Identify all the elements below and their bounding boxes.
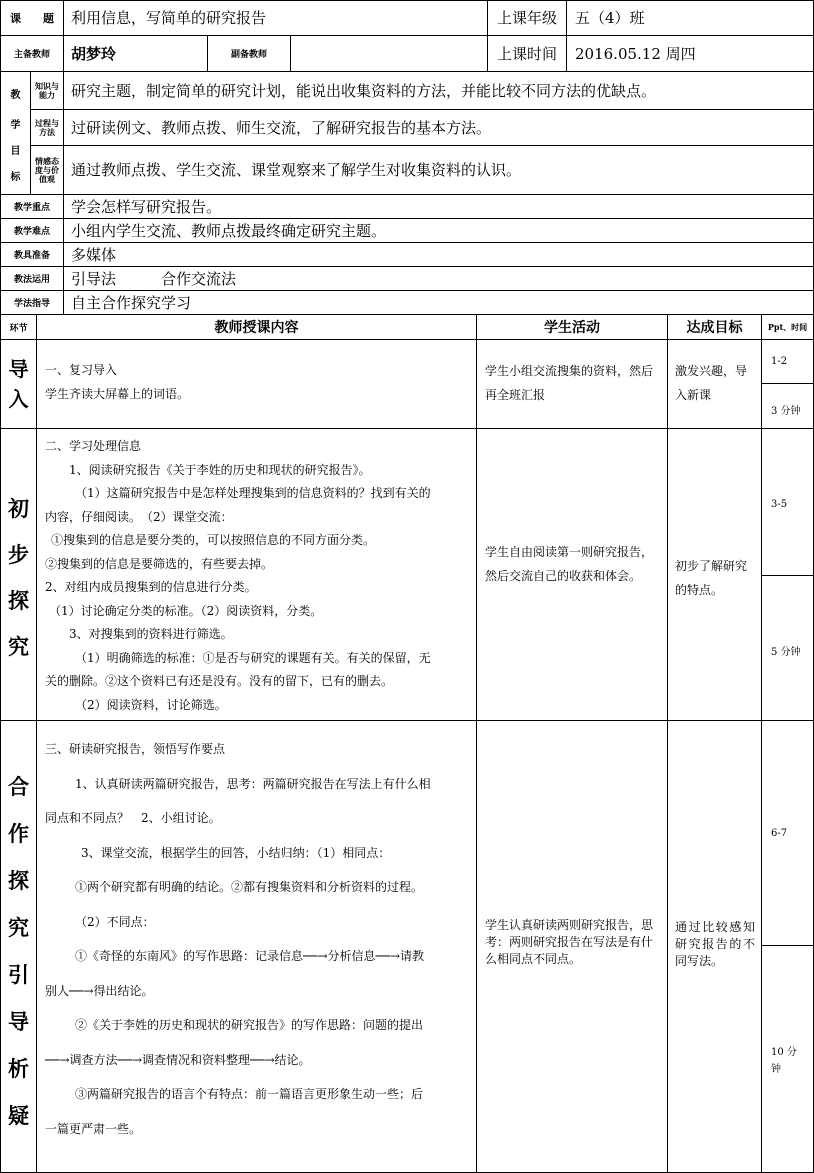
study-guide-text: 自主合作探究学习 [63, 290, 814, 315]
method-label: 教法运用 [0, 266, 64, 291]
stage-explore-goal: 初步了解研究的特点。 [667, 428, 762, 721]
key-point-text: 学会怎样写研究报告。 [63, 194, 814, 219]
key-point-label: 教学重点 [0, 194, 64, 219]
tools-text: 多媒体 [63, 242, 814, 267]
stage-intro-time: 3 分钟 [761, 383, 814, 429]
goal-knowledge-text: 研究主题，制定简单的研究计划，能说出收集资料的方法，并能比较不同方法的优缺点。 [63, 71, 814, 110]
stage-intro-name: 导入 [0, 339, 37, 429]
grade-label: 上课年级 [487, 0, 567, 36]
difficulty-text: 小组内学生交流、教师点拨最终确定研究主题。 [63, 218, 814, 243]
stage-cooperate-name: 合作探究引导析疑 [0, 720, 37, 1173]
stage-cooperate-student: 学生认真研读两则研究报告，思考：两则研究报告在写法是有什么相同点不同点。 [476, 720, 668, 1173]
stage-intro-teacher: 一、复习导入 学生齐读大屏幕上的词语。 [36, 339, 477, 429]
stage-cooperate-time: 10 分钟 [761, 945, 814, 1173]
stage-explore-teacher: 二、学习处理信息 1、阅读研究报告《关于李姓的历史和现状的研究报告》。 （1）这篇研究报告中是怎样处理搜集到的信息资料的？找到有关的 内容，仔细阅读。 （2）课堂交流： ①搜集到的信息是要分类的，可以按照信息的不同方面分类。 ②搜集到的信息是要筛选的，有些要去掉。 2、对组内成员搜集到的信息进行分类。 （1）讨论确定分类的标准。（2）阅读资料，分类。 3、对搜集到的资料进行筛选。 （1）明确筛选的标准：①是否与研究的课题有关。有关的保留，无 关的删除。②这个资料已有还是没有。没有的留下，已有的删去。 （2）阅读资料，讨论筛选。 [36, 428, 477, 721]
time-label: 上课时间 [487, 35, 567, 72]
stage-cooperate-teacher: 三、研读研究报告，领悟写作要点 1、认真研读两篇研究报告，思考：两篇研究报告在写法上有什么相 同点和不同点？ 2、小组讨论。 3、课堂交流，根据学生的回答，小结归纳：（1）相同点： ①两个研究都有明确的结论。②都有搜集资料和分析资料的过程。 （2）不同点： ①《奇怪的东南风》的写作思路：记录信息──→分析信息──→请教 别人──→得出结论。 ②《关于李姓的历史和现状的研究报告》的写作思路：问题的提出 ──→调查方法──→调查情况和资料整理──→结论。 ③两篇研究报告的语言个有特点：前一篇语言更形象生动一些；后 一篇更严肃一些。 [36, 720, 477, 1173]
tools-label: 教具准备 [0, 242, 64, 267]
topic-value: 利用信息，写简单的研究报告 [63, 0, 488, 36]
difficulty-label: 教学难点 [0, 218, 64, 243]
stage-explore-student: 学生自由阅读第一则研究报告，然后交流自己的收获和体会。 [476, 428, 668, 721]
time-value: 2016.05.12 周四 [566, 35, 814, 72]
stage-explore-name: 初步探究 [0, 428, 37, 721]
stage-intro-ppt: 1-2 [761, 339, 814, 384]
goal-knowledge-label: 知识与能力 [30, 71, 64, 110]
stage-explore-ppt: 3-5 [761, 428, 814, 576]
col-student: 学生活动 [476, 314, 668, 340]
stage-cooperate-goal: 通过比较感知研究报告的不同写法。 [667, 720, 762, 1173]
stage-cooperate-ppt: 6-7 [761, 720, 814, 946]
goals-group-label: 教 学 目 标 [0, 71, 31, 195]
col-goal: 达成目标 [667, 314, 762, 340]
col-ppt: Ppt、时间 [761, 314, 814, 340]
main-teacher-value: 胡梦玲 [63, 35, 208, 72]
assist-teacher-label: 副备教师 [207, 35, 291, 72]
stage-intro-student: 学生小组交流搜集的资料，然后再全班汇报 [476, 339, 668, 429]
goal-process-text: 过研读例文、教师点拨、师生交流，了解研究报告的基本方法。 [63, 109, 814, 146]
col-teacher: 教师授课内容 [36, 314, 477, 340]
goal-emotion-label: 情感态度与价值观 [30, 145, 64, 195]
topic-label: 课 题 [0, 0, 64, 36]
assist-teacher-value [290, 35, 488, 72]
col-stage: 环节 [0, 314, 37, 340]
study-guide-label: 学法指导 [0, 290, 64, 315]
method-text: 引导法 合作交流法 [63, 266, 814, 291]
main-teacher-label: 主备教师 [0, 35, 64, 72]
grade-value: 五（4）班 [566, 0, 814, 36]
goal-process-label: 过程与方法 [30, 109, 64, 146]
stage-intro-goal: 激发兴趣，导入新课 [667, 339, 762, 429]
goal-emotion-text: 通过教师点拨、学生交流、课堂观察来了解学生对收集资料的认识。 [63, 145, 814, 195]
stage-explore-time: 5 分钟 [761, 575, 814, 721]
